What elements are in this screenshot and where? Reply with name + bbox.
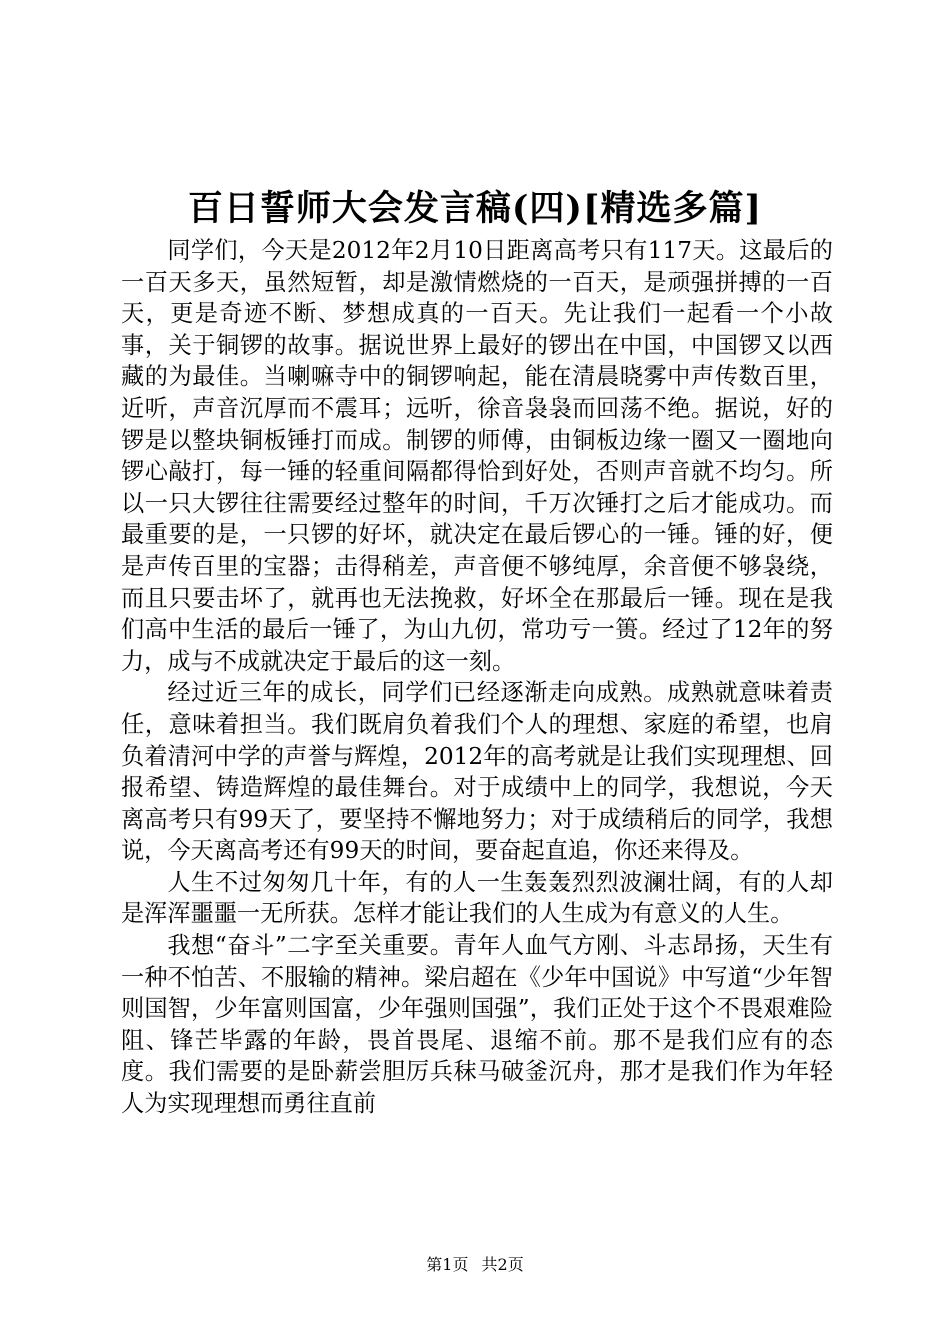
paragraph-2: 经过近三年的成长，同学们已经逐渐走向成熟。成熟就意味着责任，意味着担当。我们既肩负着我们个人的理想、家庭的希望，也肩负着清河中学的声誉与辉煌，2012年的高考就是让我们实现理想、回报希望、铸造辉煌的最佳舞台。对于成绩中上的同学，我想说，今天离高考只有99天了，要坚持不懈地努力；对于成绩稍后的同学，我想说，今天离高考还有99天的时间，要奋起直追，你还来得及。	[121, 679, 833, 865]
document-title: 百日誓师大会发言稿(四)[精选多篇]	[187, 188, 763, 229]
document-body	[121, 235, 833, 1120]
paragraph-3: 人生不过匆匆几十年，有的人一生轰轰烈烈波澜壮阔，有的人却是浑浑噩噩一无所获。怎样才能让我们的人生成为有意义的人生。	[121, 868, 833, 928]
page-number: 第1页	[426, 1255, 469, 1274]
page-total: 共2页	[481, 1255, 524, 1274]
page-footer	[0, 1254, 950, 1276]
paragraph-1: 同学们，今天是2012年2月10日距离高考只有117天。这最后的一百天多天，虽然短暂，却是激情燃烧的一百天，是顽强拼搏的一百天，更是奇迹不断、梦想成真的一百天。先让我们一起看一个小故事，关于铜锣的故事。据说世界上最好的锣出在中国，中国锣又以西藏的为最佳。当喇嘛寺中的铜锣响起，能在清晨晓雾中声传数百里，近听，声音沉厚而不震耳；远听，徐音袅袅而回荡不绝。据说，好的锣是以整块铜板锤打而成。制锣的师傅，由铜板边缘一圈又一圈地向锣心敲打，每一锤的轻重间隔都得恰到好处，否则声音就不均匀。所以一只大锣往往需要经过整年的时间，千万次锤打之后才能成功。而最重要的是，一只锣的好坏，就决定在最后锣心的一锤。锤的好，便是声传百里的宝器；击得稍差，声音便不够纯厚，余音便不够袅绕，而且只要击坏了，就再也无法挽救，好坏全在那最后一锤。现在是我们高中生活的最后一锤了，为山九仞，常功亏一篑。经过了12年的努力，成与不成就决定于最后的这一刻。	[121, 237, 833, 675]
paragraph-4: 我想“奋斗”二字至关重要。青年人血气方刚、斗志昂扬，天生有一种不怕苦、不服输的精神。梁启超在《少年中国说》中写道“少年智则国智，少年富则国富，少年强则国强”，我们正处于这个不畏艰难险阻、锋芒毕露的年龄，畏首畏尾、退缩不前。那不是我们应有的态度。我们需要的是卧薪尝胆厉兵秣马破釜沉舟，那才是我们作为年轻人为实现理想而勇往直前	[121, 932, 833, 1118]
